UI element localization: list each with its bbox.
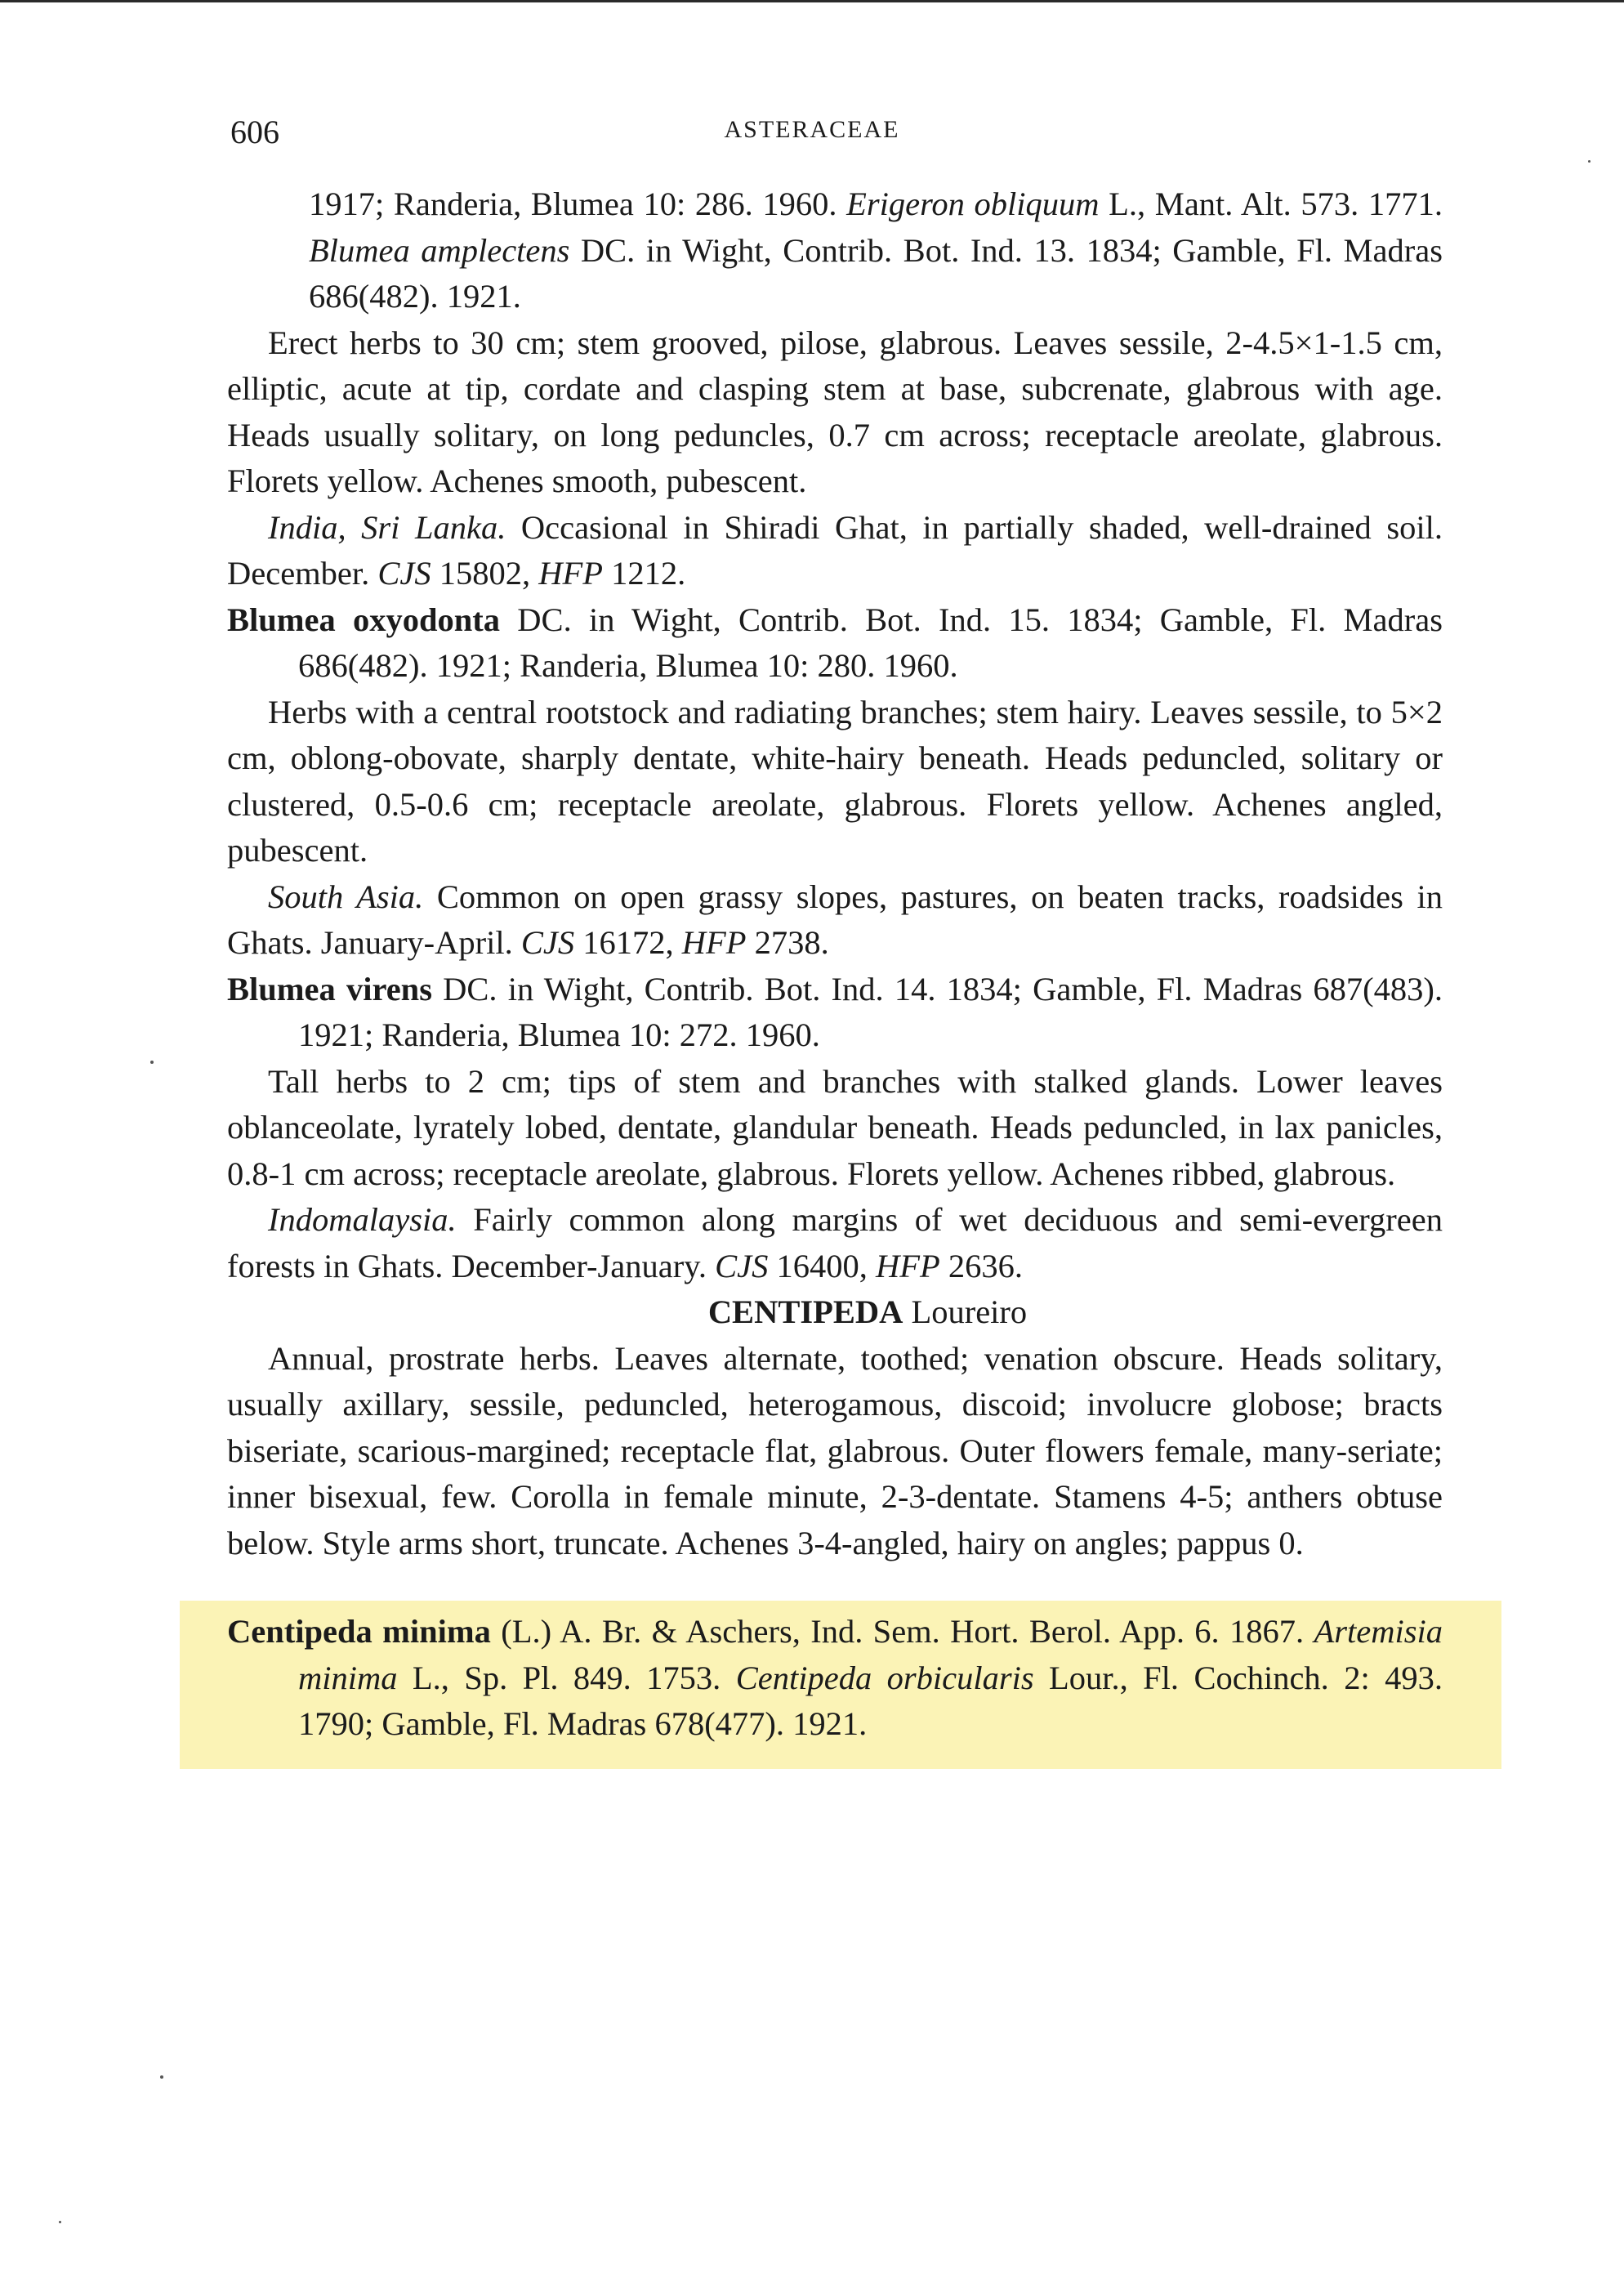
synonym-name: Blumea amplectens (309, 231, 570, 269)
page-body (227, 181, 1443, 1769)
herbarium-label: HFP (875, 1247, 940, 1284)
herbarium-label: HFP (538, 555, 604, 592)
species-citation: Blumea oxyodonta DC. in Wight, Contrib. Bot. Ind. 15. 1834; Gamble, Fl. Madras 686(482). 1921; Randeria, Blumea 10: 280. 1960. (227, 601, 1443, 684)
genus-heading (227, 1289, 1443, 1336)
herbarium-label: HFP (681, 924, 747, 961)
species-description: Tall herbs to 2 cm; tips of stem and branches with stalked glands. Lower leaves oblanceolate, lyrately lobed, dentate, glandular beneath. Heads peduncled, in lax panicles, 0.8-1 cm across; receptacle areolate, glabrous. Florets yellow. Achenes ribbed, glabrous. (227, 1062, 1443, 1192)
highlighted-species-entry (180, 1601, 1501, 1769)
continued-citation: 1917; Randeria, Blumea 10: 286. 1960. Erigeron obliquum L., Mant. Alt. 573. 1771. Blumea amplectens DC. in Wight, Contrib. Bot. Ind. 13. 1834; Gamble, Fl. Madras 686(482). 1921. (309, 185, 1443, 315)
species-description: Erect herbs to 30 cm; stem grooved, pilose, glabrous. Leaves sessile, 2-4.5×1-1.5 cm, elliptic, acute at tip, cordate and clasping stem at base, subcrenate, glabrous with age. Heads usually solitary, on long peduncles, 0.7 cm across; receptacle areolate, glabrous. Florets yellow. Achenes smooth, pubescent. (227, 324, 1443, 499)
scan-speck (150, 1061, 154, 1064)
species-name: Blumea virens (227, 970, 432, 1007)
distribution-paragraph: India, Sri Lanka. Occasional in Shiradi Ghat, in partially shaded, well-drained soil. December. CJS 15802, HFP 1212. (227, 508, 1443, 592)
distribution-region: India, Sri Lanka. (268, 508, 506, 546)
running-head: ASTERACEAE (724, 116, 900, 143)
distribution-paragraph: South Asia. Common on open grassy slopes, pastures, on beaten tracks, roadsides in Ghats. January-April. CJS 16172, HFP 2738. (227, 878, 1443, 961)
distribution-region: South Asia. (268, 878, 424, 915)
page-top-rule (0, 0, 1624, 2)
distribution-region: Indomalaysia. (268, 1201, 457, 1238)
species-name: Centipeda minima (227, 1613, 491, 1650)
species-citation: Centipeda minima (L.) A. Br. & Aschers, Ind. Sem. Hort. Berol. App. 6. 1867. Artemisia minima L., Sp. Pl. 849. 1753. Centipeda orbicularis Lour., Fl. Cochinch. 2: 493. 1790; Gamble, Fl. Madras 678(477). 1921. (227, 1613, 1443, 1742)
page-number: 606 (230, 114, 279, 150)
genus-description: Annual, prostrate herbs. Leaves alternate, toothed; venation obscure. Heads solitary, usually axillary, sessile, peduncled, heterogamous, discoid; involucre globose; bracts biseriate, scarious-margined; receptacle flat, glabrous. Outer flowers female, many-seriate; inner bisexual, few. Corolla in female minute, 2-3-dentate. Stamens 4-5; anthers obtuse below. Style arms short, truncate. Achenes 3-4-angled, hairy on angles; pappus 0. (227, 1339, 1443, 1561)
species-name: Blumea oxyodonta (227, 601, 501, 638)
collector-label: CJS (520, 924, 575, 961)
collector-label: CJS (377, 555, 431, 592)
synonym-name: Artemisia minima (298, 1613, 1443, 1696)
genus-name: CENTIPEDA (707, 1293, 903, 1330)
scan-speck (59, 2221, 61, 2223)
synonym-name: Centipeda orbicularis (735, 1659, 1034, 1696)
genus-author: Loureiro (903, 1293, 1028, 1330)
synonym-name: Erigeron obliquum (846, 185, 1100, 222)
scan-speck (160, 2075, 163, 2079)
distribution-paragraph: Indomalaysia. Fairly common along margins of wet deciduous and semi-evergreen forests in Ghats. December-January. CJS 16400, HFP 2636. (227, 1201, 1443, 1284)
scan-speck (1588, 160, 1591, 163)
species-citation: Blumea virens DC. in Wight, Contrib. Bot. Ind. 14. 1834; Gamble, Fl. Madras 687(483). 1921; Randeria, Blumea 10: 272. 1960. (227, 970, 1443, 1053)
species-description: Herbs with a central rootstock and radiating branches; stem hairy. Leaves sessile, to 5×2 cm, oblong-obovate, sharply dentate, white-hairy beneath. Heads peduncled, solitary or clustered, 0.5-0.6 cm; receptacle areolate, glabrous. Florets yellow. Achenes angled, pubescent. (227, 693, 1443, 869)
collector-label: CJS (715, 1247, 769, 1284)
